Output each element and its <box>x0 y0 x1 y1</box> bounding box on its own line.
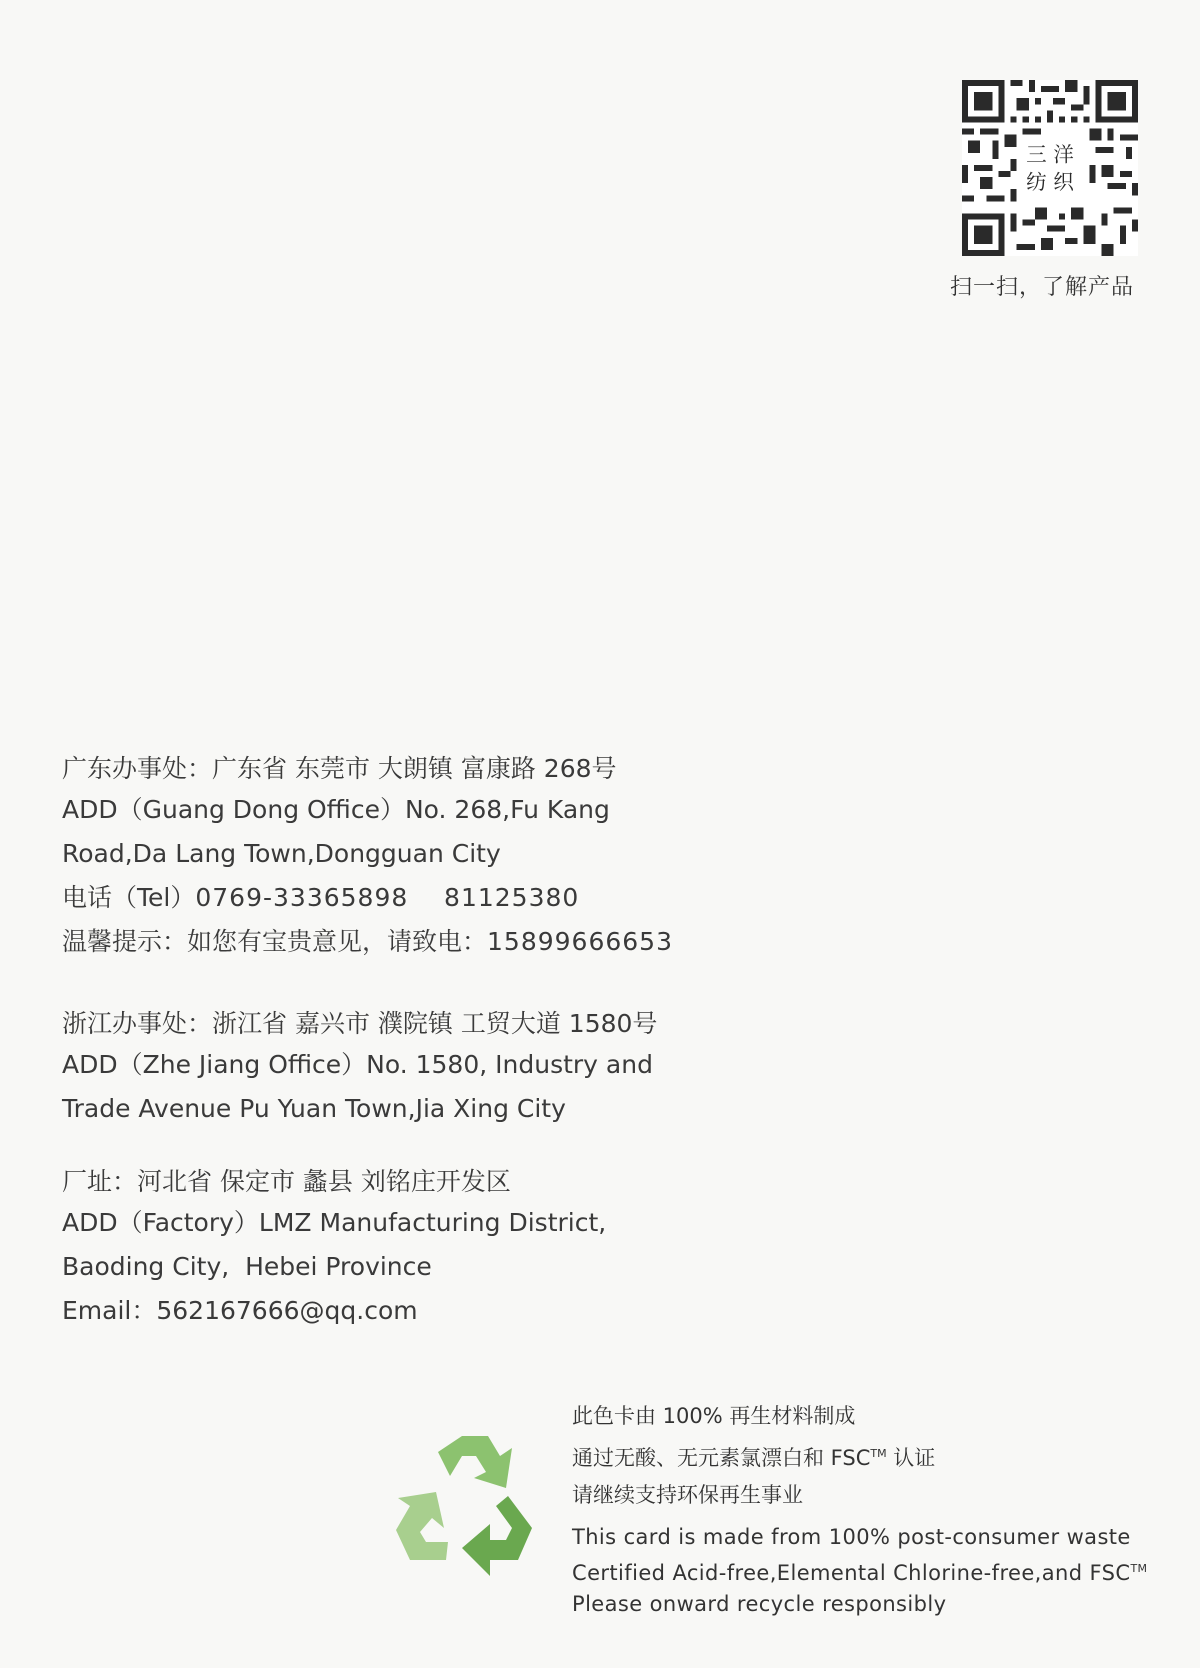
svg-text:纺 织: 纺 织 <box>1026 170 1074 195</box>
zhejiang-office-block <box>62 1005 782 1131</box>
guangdong-address-en-line1: ADD（Guang Dong Office）No. 268,Fu Kang <box>62 795 610 824</box>
feedback-tip <box>62 920 782 964</box>
zhejiang-address-en-line1: ADD（Zhe Jiang Office）No. 1580, Industry and <box>62 1050 653 1079</box>
factory-address-en-line1: ADD（Factory）LMZ Manufacturing District, <box>62 1208 607 1237</box>
trademark-mark: TM <box>870 1447 887 1460</box>
factory-address-cn: 厂址：河北省 保定市 蠡县 刘铭庄开发区 <box>62 1167 511 1196</box>
eco-en-line2-text: Certified Acid-free,Elemental Chlorine-free,and FSC <box>572 1561 1131 1585</box>
guangdong-address-en-line2: Road,Da Lang Town,Dongguan City <box>62 839 501 868</box>
guangdong-phone <box>62 876 782 920</box>
qr-code-icon[interactable] <box>962 80 1138 256</box>
eco-en-line2 <box>572 1553 1192 1589</box>
trademark-mark: TM <box>1130 1562 1148 1575</box>
svg-text:三 洋: 三 洋 <box>1026 142 1074 167</box>
eco-cn-line2-suffix: 认证 <box>886 1446 936 1470</box>
eco-en-block <box>572 1522 1192 1620</box>
phone-numbers[interactable]: 0769-33365898 81125380 <box>195 883 580 912</box>
factory-block <box>62 1163 782 1333</box>
guangdong-office-block <box>62 750 782 964</box>
eco-cn-line2-text: 通过无酸、无元素氯漂白和 FSC <box>572 1446 871 1470</box>
zhejiang-address-cn: 浙江办事处：浙江省 嘉兴市 濮院镇 工贸大道 1580号 <box>62 1009 658 1038</box>
recycle-icon <box>390 1432 540 1578</box>
eco-cn-line3: 请继续支持环保再生事业 <box>572 1483 803 1507</box>
guangdong-address-cn: 广东办事处：广东省 东莞市 大朗镇 富康路 268号 <box>62 754 617 783</box>
feedback-tip-label: 温馨提示：如您有宝贵意见，请致电： <box>62 927 488 956</box>
factory-address-en-line2: Baoding City, Hebei Province <box>62 1252 432 1281</box>
eco-statement <box>572 1398 1192 1620</box>
eco-cn-line1: 此色卡由 100% 再生材料制成 <box>572 1404 856 1428</box>
qr-caption: 扫一扫，了解产品 <box>950 275 1135 300</box>
eco-cn-line2 <box>572 1435 1192 1477</box>
factory-email[interactable]: Email：562167666@qq.com <box>62 1296 418 1325</box>
phone-label: 电话（Tel） <box>62 883 196 912</box>
eco-en-line3: Please onward recycle responsibly <box>572 1592 947 1616</box>
feedback-phone-number[interactable]: 15899666653 <box>487 927 673 956</box>
eco-en-line1: This card is made from 100% post-consumer waste <box>572 1525 1131 1549</box>
zhejiang-address-en-line2: Trade Avenue Pu Yuan Town,Jia Xing City <box>62 1094 566 1123</box>
